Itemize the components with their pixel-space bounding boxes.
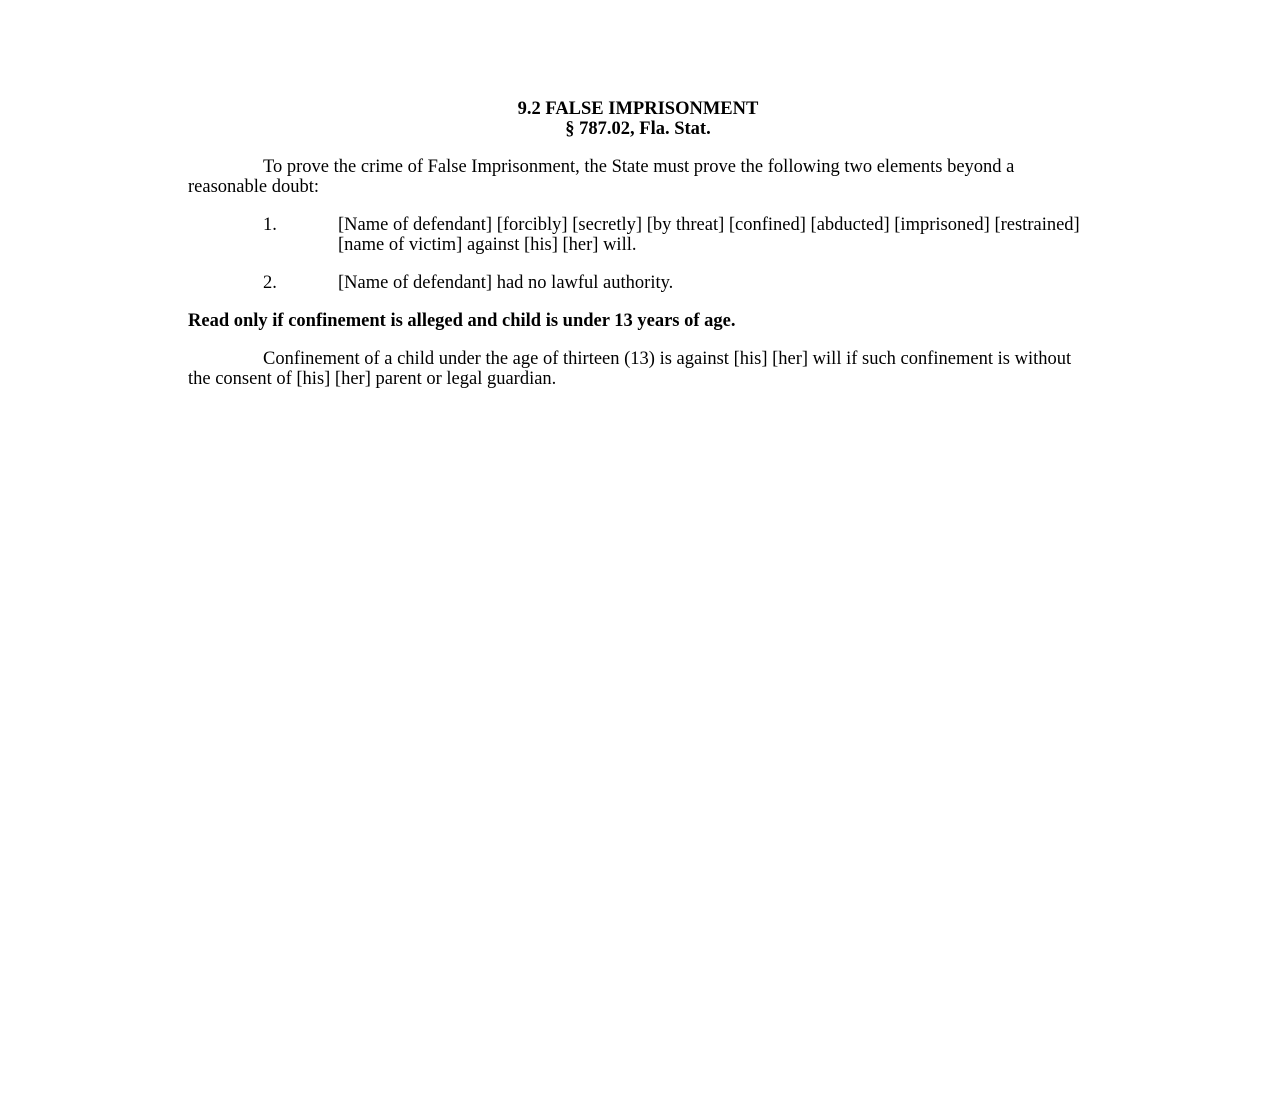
list-item-number: 1. <box>263 215 277 235</box>
title-block <box>178 99 1098 139</box>
closing-paragraph: Confinement of a child under the age of thirteen (13) is against [his] [her] will if such confinement is without the consent of [his] [her] parent or legal guardian. <box>188 349 1072 389</box>
instruction-note: Read only if confinement is alleged and child is under 13 years of age. <box>188 311 736 331</box>
list-item <box>188 273 1098 293</box>
intro-paragraph: To prove the crime of False Imprisonment, the State must prove the following two elements beyond a reasonable doubt: <box>188 157 1015 197</box>
elements-list <box>188 215 1098 293</box>
list-item <box>188 215 1098 255</box>
document-title: 9.2 FALSE IMPRISONMENT <box>517 99 759 119</box>
list-item-text: [Name of defendant] [forcibly] [secretly] [by threat] [confined] [abducted] [imprisoned] [restrained] [name of victim] against [his] [her] will. <box>338 215 1080 255</box>
statute-citation: § 787.02, Fla. Stat. <box>565 119 711 139</box>
list-item-text: [Name of defendant] had no lawful authority. <box>338 273 674 293</box>
document-body <box>188 99 1098 389</box>
list-item-number: 2. <box>263 273 277 293</box>
